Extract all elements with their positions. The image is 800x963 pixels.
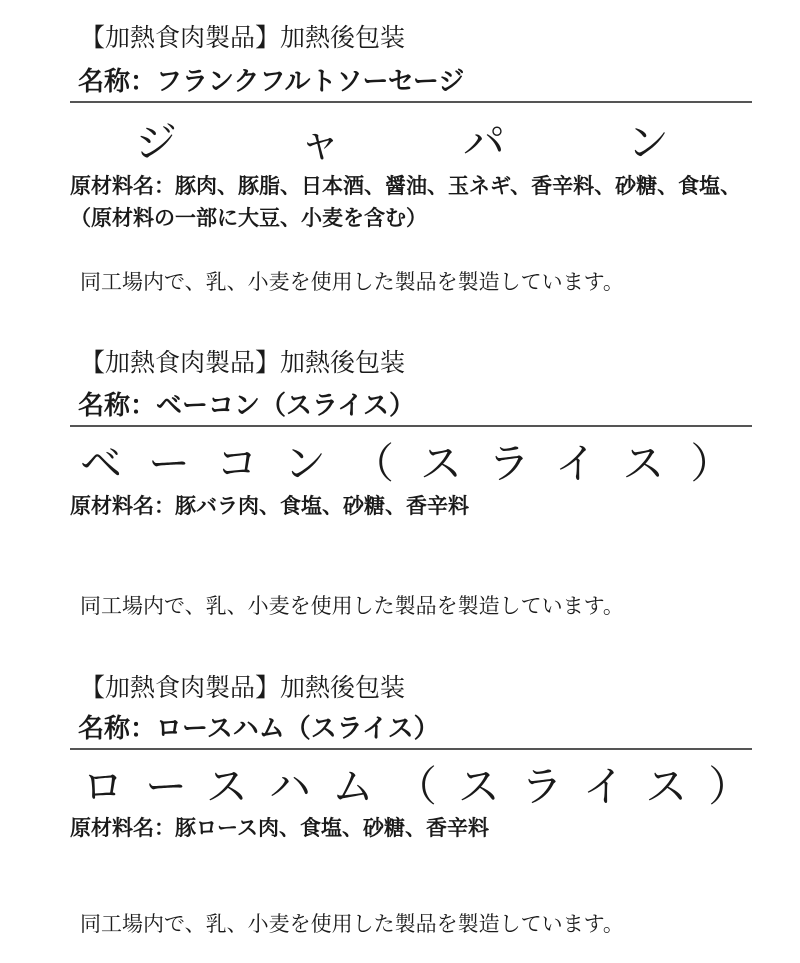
ingredients: 原材料名：豚バラ肉、食塩、砂糖、香辛料 [70,494,469,518]
product-name: 名称：フランクフルトソーセージ [78,67,465,97]
allergen-note: 同工場内で、乳、小麦を使用した製品を製造しています。 [80,270,624,294]
large-product-name: ベーコン（スライス） [80,439,759,488]
category-line: 【加熱食肉製品】加熱後包装 [80,348,406,377]
divider [70,425,752,427]
ingredients: 原材料名：豚ロース肉、食塩、砂糖、香辛料 [70,816,489,840]
category-line: 【加熱食肉製品】加熱後包装 [80,673,406,702]
ingredients: 原材料名：豚肉、豚脂、日本酒、醤油、玉ネギ、香辛料、砂糖、食塩、（原材料の一部に大豆、小麦を含む） [70,174,742,230]
large-product-name: ロースハム（スライス） [82,762,772,811]
large-product-name: ジ ャ パ ン [135,118,710,167]
allergen-note: 同工場内で、乳、小麦を使用した製品を製造しています。 [80,594,624,618]
product-name: 名称：ベーコン（スライス） [78,391,415,421]
divider [70,101,752,103]
category-line: 【加熱食肉製品】加熱後包装 [80,23,406,52]
divider [70,748,752,750]
allergen-note: 同工場内で、乳、小麦を使用した製品を製造しています。 [80,912,624,936]
product-name: 名称：ロースハム（スライス） [78,714,440,744]
